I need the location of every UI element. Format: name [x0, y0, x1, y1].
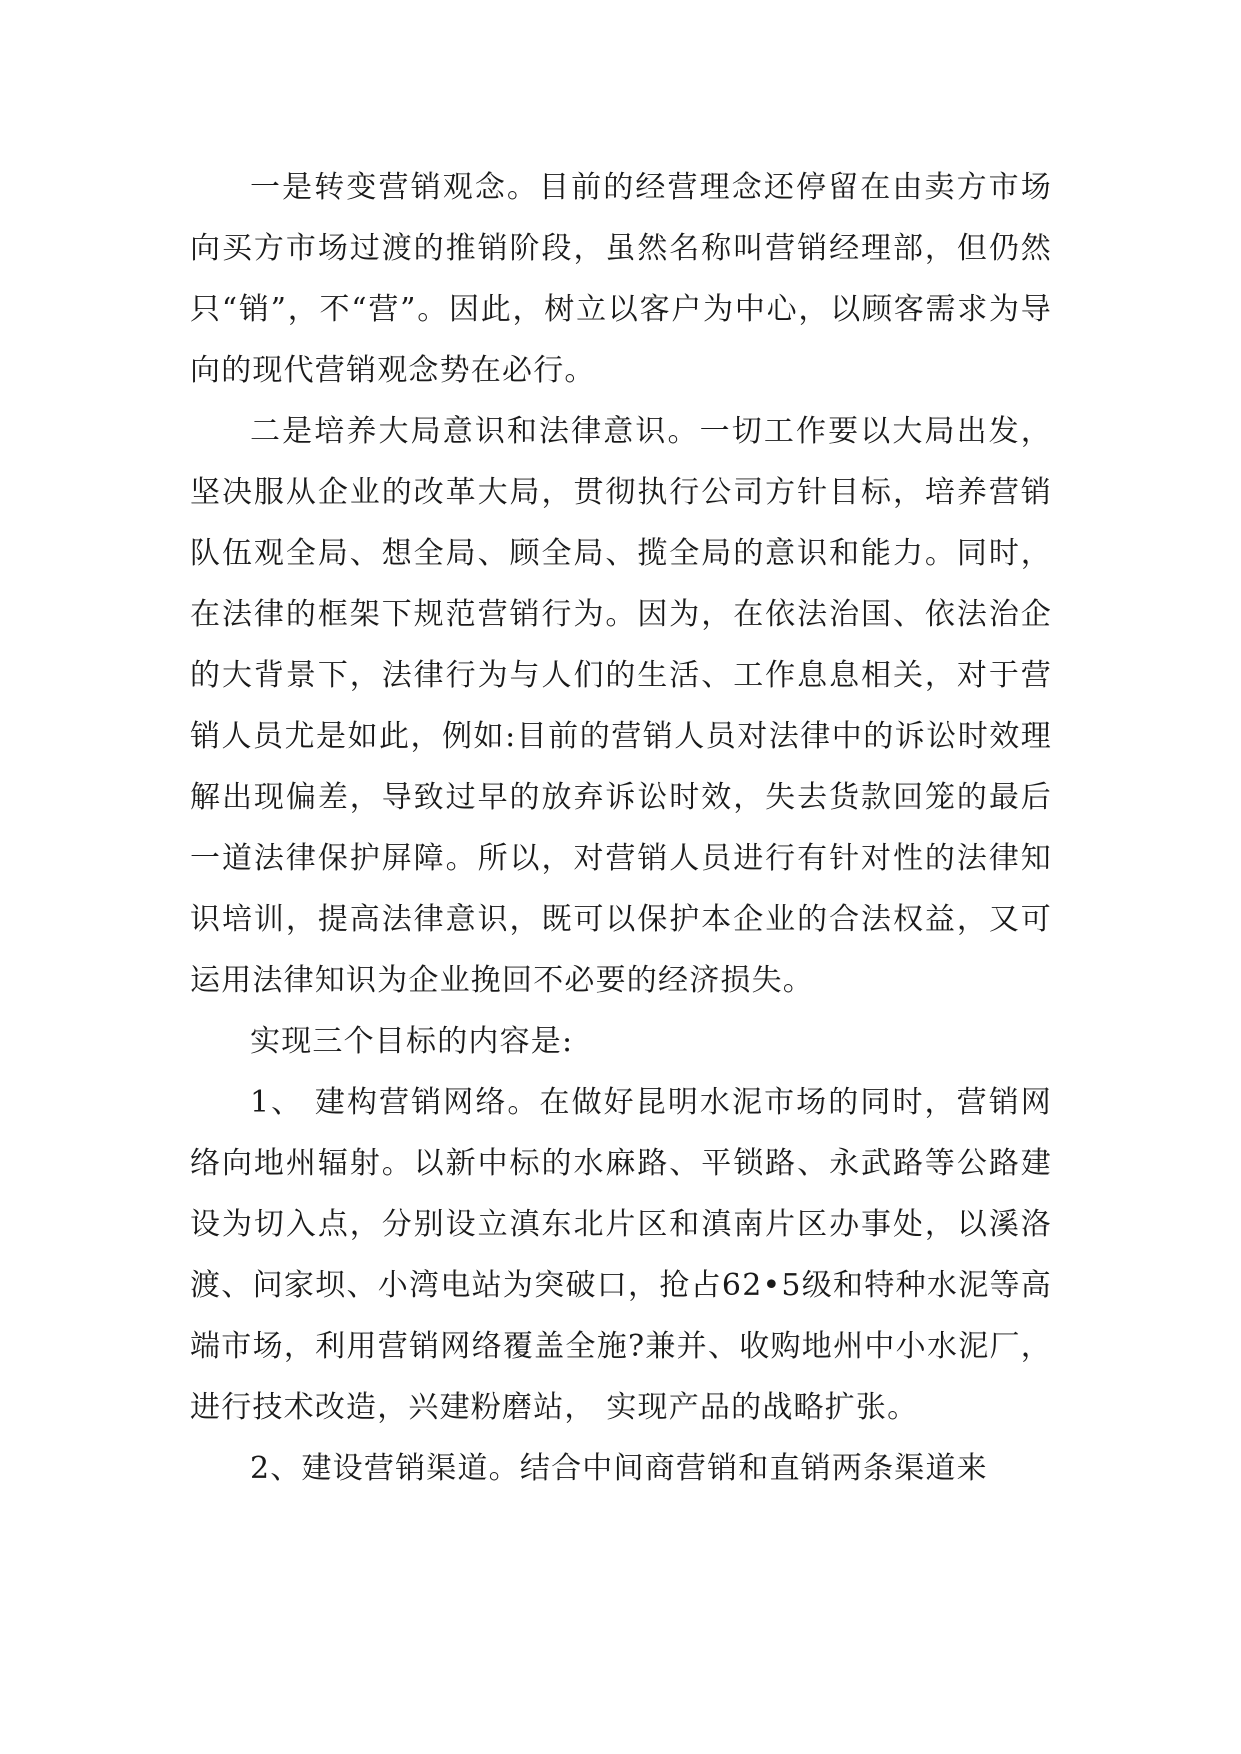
document-body: [190, 157, 1052, 1499]
paragraph-marketing-concept: 一是转变营销观念。目前的经营理念还停留在由卖方市场向买方市场过渡的推销阶段，虽然名称叫营销经理部，但仍然只“销”，不“营”。因此，树立以客户为中心，以顾客需求为导向的现代营销观念势在必行。: [190, 170, 1052, 388]
paragraph-build-marketing-network: 1、 建构营销网络。在做好昆明水泥市场的同时，营销网络向地州辐射。以新中标的水麻路、平锁路、永武路等公路建设为切入点，分别设立滇东北片区和滇南片区办事处，以溪洛渡、问家坝、小湾电站为突破口，抢占62•5级和特种水泥等高端市场，利用营销网络覆盖全施?兼并、收购地州中小水泥厂，进行技术改造，兴建粉磨站， 实现产品的战略扩张。: [190, 1085, 1052, 1425]
paragraph-overall-and-legal-awareness: 二是培养大局意识和法律意识。一切工作要以大局出发，坚决服从企业的改革大局，贯彻执行公司方针目标，培养营销队伍观全局、想全局、顾全局、揽全局的意识和能力。同时，在法律的框架下规范营销行为。因为，在依法治国、依法治企的大背景下，法律行为与人们的生活、工作息息相关，对于营销人员尤是如此，例如:目前的营销人员对法律中的诉讼时效理解出现偏差，导致过早的放弃诉讼时效，失去货款回笼的最后一道法律保护屏障。所以，对营销人员进行有针对性的法律知识培训，提高法律意识，既可以保护本企业的合法权益，又可运用法律知识为企业挽回不必要的经济损失。: [190, 414, 1052, 998]
paragraph-three-goals-intro: 实现三个目标的内容是:: [250, 1024, 574, 1059]
paragraph-build-marketing-channels: 2、建设营销渠道。结合中间商营销和直销两条渠道来: [250, 1451, 988, 1486]
